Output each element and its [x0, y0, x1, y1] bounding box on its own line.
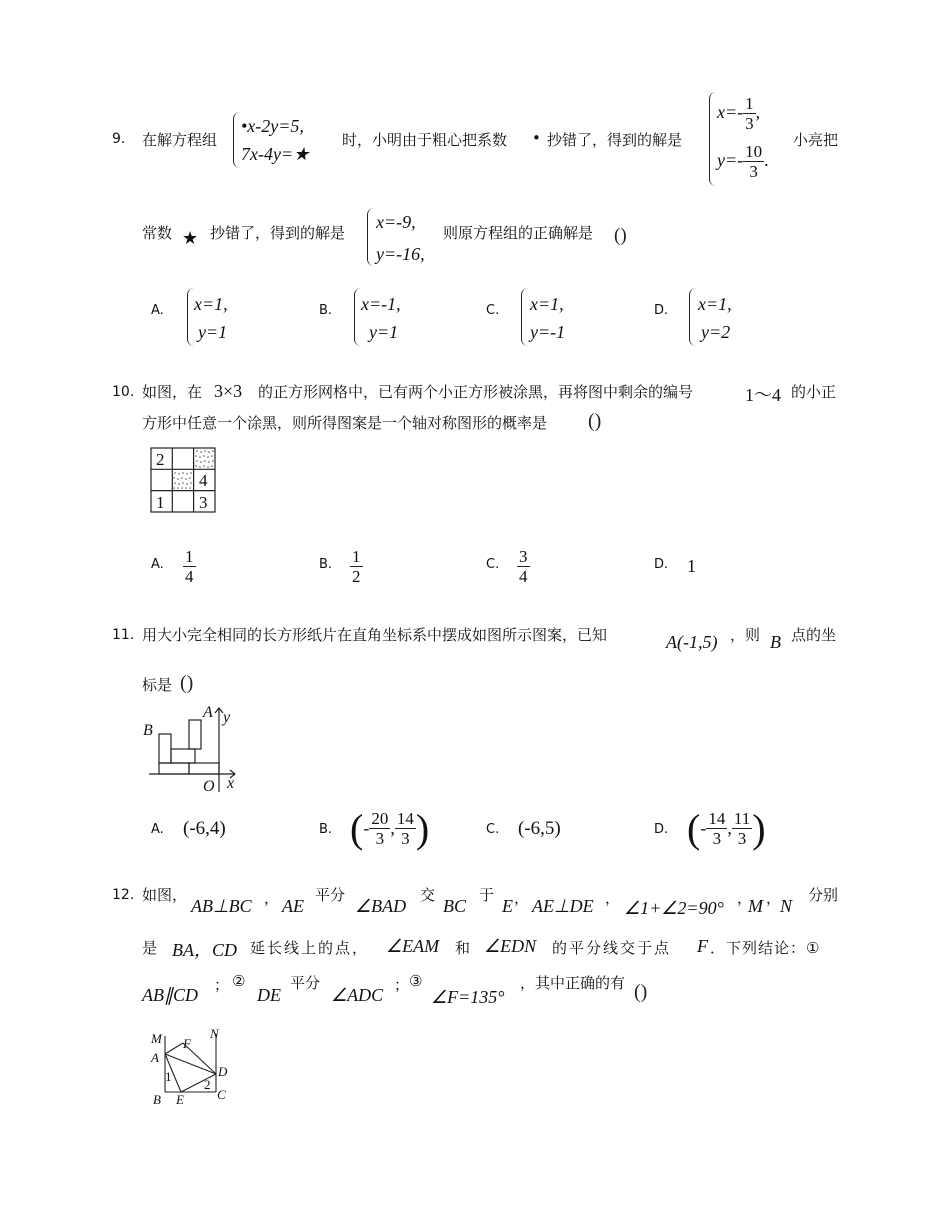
option-x: x=-1, [361, 294, 401, 314]
label-d: D [218, 1064, 228, 1079]
label-x: x [227, 775, 235, 792]
label-b: B [153, 1092, 161, 1107]
option-label: B. [319, 822, 333, 837]
brace [367, 208, 374, 266]
punct: ， [766, 889, 782, 907]
math: F [697, 936, 708, 956]
option-label: A. [151, 557, 164, 572]
math: ∠ADC [331, 985, 384, 1005]
question-text: 于 [479, 886, 495, 904]
cell-label: 3 [199, 493, 208, 512]
math: ∠F=135° [431, 987, 505, 1007]
label-e: E [176, 1092, 184, 1107]
question-text: ．下列结论：① [710, 939, 821, 957]
rectangles-figure [141, 700, 241, 796]
question-text: 时，小明由于粗心把系数 [342, 131, 508, 149]
star-symbol: ★ [182, 228, 199, 249]
punct: ； [394, 976, 410, 994]
solution-y: y=- $\frac{10}{3}$ . [717, 142, 769, 181]
question-text: 分别 [808, 886, 839, 904]
question-text: 小亮把 [793, 131, 839, 149]
brace [709, 92, 716, 186]
brace [521, 288, 528, 346]
question-text: 的平分线交于点 [552, 939, 672, 957]
punct: ； [214, 976, 230, 994]
question-text: 延长线上的点， [250, 939, 370, 957]
question-text: ③ [409, 972, 423, 990]
option-label: B. [319, 557, 333, 572]
question-text: 交 [420, 886, 436, 904]
question-text: 的小正 [791, 383, 837, 401]
question-text: 抄错了，得到的解是 [210, 224, 346, 242]
math: DE [257, 985, 281, 1005]
option-y: y=2 [701, 322, 731, 342]
question-text: 平分 [290, 974, 321, 992]
option-value: (- $\frac{14}{3}$ , $\frac{11}{3}$ ) [687, 806, 766, 851]
punct: ， [737, 889, 753, 907]
question-text: 抄错了，得到的解是 [547, 131, 683, 149]
cell-label: 1 [156, 493, 165, 512]
geometry-figure [143, 1026, 243, 1108]
question-text: ，其中正确的有 [520, 974, 626, 992]
math: AB⊥BC [191, 896, 252, 916]
brace [689, 288, 696, 346]
equation-line: •x-2y=5, [241, 116, 304, 136]
shaded-cell [173, 472, 192, 489]
math: N [780, 896, 793, 916]
angle-1-label: 1 [165, 1069, 172, 1084]
label-n: N [210, 1026, 219, 1041]
option-x: x=1, [194, 294, 228, 314]
question-text: 方形中任意一个涂黑，则所得图案是一个轴对称图形的概率是 [142, 414, 548, 432]
question-text: 用大小完全相同的长方形纸片在直角坐标系中摆成如图所示图案，已知 [142, 626, 608, 644]
option-fraction: $\frac{1}{2}$ [352, 547, 361, 586]
option-value: (-6,5) [518, 818, 561, 839]
answer-paren: () [588, 410, 602, 432]
label-y: y [223, 709, 231, 726]
punct: ， [514, 889, 530, 907]
solution-x: x=- $\frac{1}{3}$ , [717, 94, 761, 133]
point-b: B [770, 632, 781, 652]
question-text: 则原方程组的正确解是 [443, 224, 594, 242]
option-label: B. [319, 303, 333, 318]
option-label: D. [654, 303, 669, 318]
equation-line: 7x-4y=★ [241, 144, 310, 164]
brace [233, 112, 240, 168]
cell-label: 2 [156, 450, 165, 469]
question-text: 如图，在 [142, 383, 203, 401]
question-text: ，则 [730, 626, 761, 644]
math-grid-size: 3×3 [214, 381, 243, 401]
option-label: D. [654, 822, 669, 837]
option-x: x=1, [530, 294, 564, 314]
math: E [502, 896, 513, 916]
question-text: 和 [455, 939, 471, 957]
option-fraction: $\frac{3}{4}$ [519, 547, 528, 586]
punct: ， [605, 889, 621, 907]
option-y: y=-1 [530, 322, 566, 342]
math: BA，CD [172, 940, 237, 960]
label-b: B [143, 722, 153, 739]
math-range: 1～4 [745, 385, 781, 405]
math: M [748, 896, 763, 916]
option-fraction: $\frac{1}{4}$ [185, 547, 194, 586]
label-o: O [203, 778, 215, 795]
question-number: 9. [112, 131, 126, 147]
answer-paren: () [614, 225, 627, 246]
cell-label: 4 [199, 471, 208, 490]
answer-paren: () [634, 981, 648, 1003]
label-f: F [183, 1036, 191, 1051]
math: ∠BAD [355, 896, 407, 916]
shaded-cell [195, 450, 214, 468]
grid-figure [150, 447, 220, 515]
question-number: 10. [112, 384, 135, 400]
question-text: 点的坐 [791, 626, 837, 644]
point-a: A(-1,5) [666, 632, 718, 652]
question-text: 常数 [142, 224, 173, 242]
option-value: 1 [687, 556, 696, 576]
option-label: D. [654, 557, 669, 572]
question-text: 的正方形网格中，已有两个小正方形被涂黑，再将图中剩余的编号 [258, 383, 694, 401]
math: ∠EAM [386, 936, 440, 956]
math: ∠1+∠2=90° [624, 898, 724, 918]
option-y: y=1 [198, 322, 228, 342]
question-text: 标是 [142, 676, 173, 694]
math: BC [443, 896, 467, 916]
math: AB∥CD [142, 985, 198, 1005]
label-m: M [151, 1031, 162, 1046]
math: AE⊥DE [532, 896, 594, 916]
question-text: 平分 [315, 886, 346, 904]
solution-x: x=-9, [376, 212, 416, 232]
option-label: A. [151, 822, 164, 837]
option-label: C. [486, 303, 500, 318]
math: AE [282, 896, 304, 916]
math: ∠EDN [484, 936, 537, 956]
punct: ， [264, 889, 280, 907]
angle-2-label: 2 [204, 1077, 211, 1092]
brace [187, 288, 194, 346]
option-value: (-6,4) [183, 818, 226, 839]
option-x: x=1, [698, 294, 732, 314]
question-text: 在解方程组 [142, 131, 218, 149]
question-number: 12. [112, 887, 135, 903]
question-number: 11. [112, 627, 135, 643]
option-value: (- $\frac{20}{3}$ , $\frac{14}{3}$ ) [350, 806, 430, 851]
label-a: A [151, 1050, 159, 1065]
question-text: ② [232, 972, 246, 990]
solution-y: y=-16, [376, 244, 425, 264]
answer-paren: () [180, 672, 194, 694]
option-label: A. [151, 303, 164, 318]
option-label: C. [486, 557, 500, 572]
question-text: 如图， [142, 886, 188, 904]
label-c: C [217, 1087, 226, 1102]
brace [354, 288, 361, 346]
question-text: 是 [142, 939, 158, 957]
dot-symbol: • [532, 129, 541, 147]
label-a: A [203, 704, 213, 721]
option-label: C. [486, 822, 500, 837]
option-y: y=1 [369, 322, 399, 342]
